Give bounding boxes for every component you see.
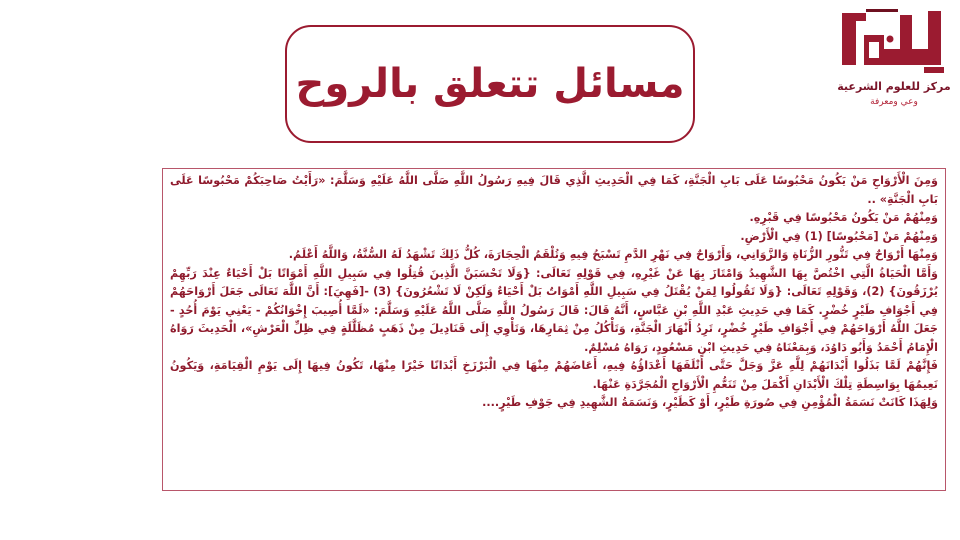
paragraph: وَلِهَذَا كَانَتْ نَسَمَةُ الْمُؤْمِنِ فِي صُورَةِ طَيْرٍ، أَوْ كَطَيْرٍ، وَنَسَمَةُ الشَّهِيدِ فِي جَوْفِ طَيْرٍ....	[482, 396, 938, 409]
page-title: مسائل تتعلق بالروح	[295, 61, 685, 107]
logo	[832, 5, 954, 109]
logo-tagline: مركز للعلوم الشرعية	[837, 80, 951, 93]
paragraph: وَمِنْهُمْ مَنْ [مَحْبُوسًا] (1) فِي الْأَرْضِ.	[740, 229, 938, 243]
paragraph: وَمِنَ الْأَرْوَاحِ مَنْ يَكُونُ مَحْبُوسًا عَلَى بَابِ الْجَنَّةِ، كَمَا فِي الْحَدِيثِ الَّذِي قَالَ فِيهِ رَسُولُ اللَّهِ صَلَّى اللَّهُ عَلَيْهِ وَسَلَّمَ: «رَأَيْتُ صَاحِبَكُمْ مَحْبُوسًا عَلَى بَابِ الْجَنَّةِ» ..	[170, 174, 938, 206]
paragraph: فَإِنَّهُمْ لَمَّا بَذَلُوا أَبْدَانَهُمْ لِلَّهِ عَزَّ وَجَلَّ حَتَّى أَتْلَفَهَا أَعْدَاؤُهُ فِيهِ، أَعَاضَهُمْ مِنْهَا فِي الْبَرْزَخِ أَبْدَانًا خَيْرًا مِنْهَا، تَكُونُ فِيهَا إِلَى يَوْمِ الْقِيَامَةِ، وَيَكُونُ نَعِيمُهَا بِوَاسِطَةِ تِلْكَ الْأَبْدَانِ أَكْمَلَ مِنْ تَنَعُّمِ الْأَرْوَاحِ الْمُجَرَّدَةِ عَنْهَا.	[170, 359, 938, 391]
logo-subtagline: وعي ومعرفة	[870, 97, 918, 107]
paragraph: وَمِنْهُمْ مَنْ يَكُونُ مَحْبُوسًا فِي قَبْرِهِ.	[749, 211, 938, 224]
paragraph: وَمِنْهَا أَرْوَاحٌ فِي تَنُّورِ الزُّنَاةِ وَالزَّوَانِي، وَأَرْوَاحٌ فِي نَهْرِ الدَّمِ تَسْبَحُ فِيهِ وَتُلْقَمُ الْحِجَارَةَ، كُلُّ ذَلِكَ تَشْهَدُ لَهُ السُّنَّةُ، وَاللَّهُ أَعْلَمُ.	[288, 248, 938, 261]
logo-icon	[838, 5, 950, 75]
paragraph: وَأَمَّا الْحَيَاةُ الَّتِي اخْتُصَّ بِهَا الشَّهِيدُ وَامْتَازَ بِهَا عَنْ غَيْرِهِ، فِي قَوْلِهِ تَعَالَى: {وَلَا تَحْسَبَنَّ الَّذِينَ قُتِلُوا فِي سَبِيلِ اللَّهِ أَمْوَاتًا بَلْ أَحْيَاءٌ عِنْدَ رَبِّهِمْ يُرْزَقُونَ} (2)، وَقَوْلِهِ تَعَالَى: {وَلَا تَقُولُوا لِمَنْ يُقْتَلُ فِي سَبِيلِ اللَّهِ أَمْوَاتٌ بَلْ أَحْيَاءٌ وَلَكِنْ لَا تَشْعُرُونَ} (3) -[فَهِيَ]: أَنَّ اللَّهَ تَعَالَى جَعَلَ أَرْوَاحَهُمْ فِي أَجْوَافِ طَيْرٍ خُضْرٍ. كَمَا فِي حَدِيثِ عَبْدِ اللَّهِ بْنِ عَبَّاسٍ، أَنَّهُ قَالَ: قَالَ رَسُولُ اللَّهِ صَلَّى اللَّهُ عَلَيْهِ وَسَلَّمَ: «لَمَّا أُصِيبَ إِخْوَانُكُمْ - يَعْنِي يَوْمَ أُحُدٍ - جَعَلَ اللَّهُ أَرْوَاحَهُمْ فِي أَجْوَافِ طَيْرٍ خُضْرٍ، تَرِدُ أَنْهَارَ الْجَنَّةِ، وَتَأْكُلُ مِنْ ثِمَارِهَا، وَتَأْوِي إِلَى قَنَادِيلَ مِنْ ذَهَبٍ مُظَلَّلَةٍ فِي ظِلِّ الْعَرْشِ»، الْحَدِيثَ رَوَاهُ الْإِمَامُ أَحْمَدُ وَأَبُو دَاوُدَ، وَبِمَعْنَاهُ فِي حَدِيثِ ابْنِ مَسْعُودٍ، رَوَاهُ مُسْلِمٌ.	[170, 266, 938, 354]
title-box	[285, 25, 695, 143]
content-box	[162, 168, 946, 491]
